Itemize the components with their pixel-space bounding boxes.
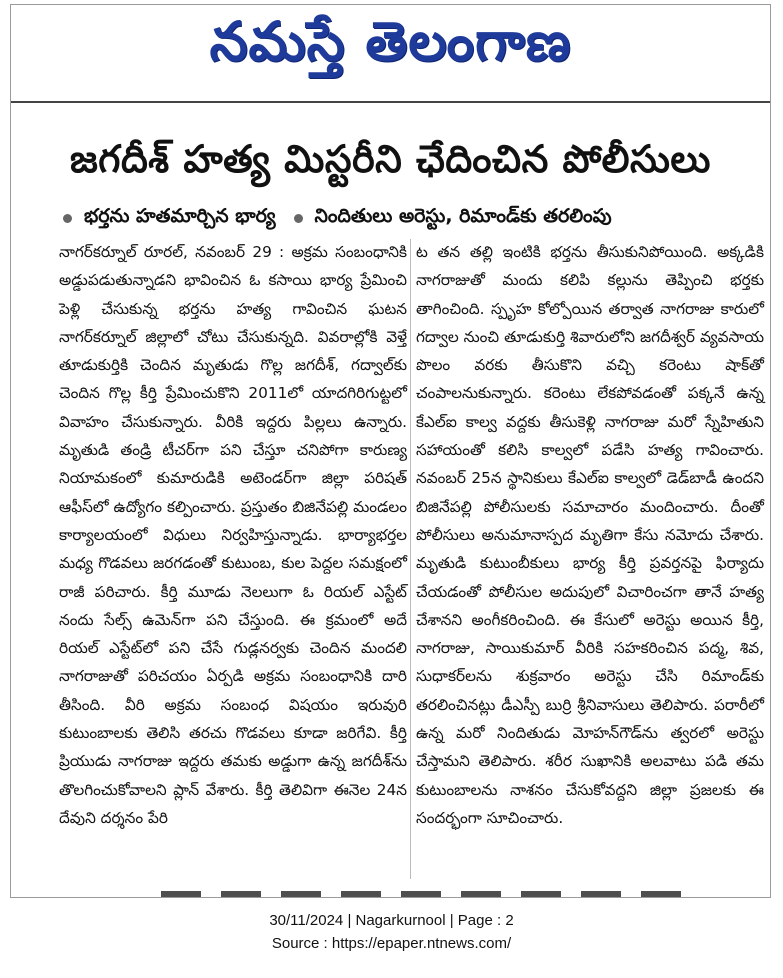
right-column-text: ట తన తల్లి ఇంటికి భర్తను తీసుకునిపోయింది. అక్కడికి నాగరాజుతో మందు కలిపి కల్లును తెప్పించి భర్తకు తాగించింది. స్పృహ కోల్పోయిన తర్వాత నాగరాజు కారులో గద్వాల నుంచి తూడుకుర్తి శివారులోని జగదీశ్వర్ వ్యవసాయ పొలం వరకు తీసుకొని వచ్చి కరెంటు షాక్‌తో చంపాలనుకున్నారు. కరెంటు లేకపోవడంతో పక్కనే ఉన్న కేఎల్ఐ కాల్వ వద్దకు తీసుకెళ్లి నాగరాజు మరో స్నేహితుని సహాయంతో కలిసి కాల్వలో పడేసి హత్య గావించారు. నవంబర్ 25న స్థానికులు కేఎల్ఐ కాల్వలో డెడ్‌బాడీ ఉందని బిజినేపల్లి పోలీసులకు సమాచారం మందించారు. దీంతో పోలీసులు అనుమానాస్పద మృతిగా కేసు నమోదు చేశారు. మృతుడి కుటుంబీకులు భార్య కీర్తి ప్రవర్తనపై ఫిర్యాదు చేయడంతో పోలీసుల అదుపులో విచారించగా తానే హత్య చేశానని అంగీకరించింది. ఈ కేసులో అరెస్టు అయిన కీర్తి, నాగరాజు, సాయికుమార్ వీరికి సహకరించిన పద్మ, శివ, సుధాకర్‌లను శుక్రవారం అరెస్టు చేసి రిమాండ్‌కు తరలించినట్లు డీఎస్పీ బుర్రి శ్రీనివాసులు తెలిపారు. పరారీలో ఉన్న మరో నిందితుడు మోహన్‌గౌడ్‌ను త్వరలో అరెస్టు చేస్తామని తెలిపారు. శరీర సుఖానికి అలవాటు పడి తమ కుటుంబాలను నాశనం చేసుకోవద్దని జిల్లా ప్రజలకు ఈ సందర్భంగా సూచించారు. bbox=[416, 243, 764, 827]
bullet-icon bbox=[294, 214, 303, 223]
article-subheads bbox=[63, 203, 763, 233]
masthead bbox=[11, 5, 770, 91]
subhead-1 bbox=[63, 205, 276, 232]
newspaper-clipping bbox=[10, 4, 771, 898]
subhead-1-text: భర్తను హతమార్చిన భార్య bbox=[84, 204, 276, 227]
masthead-divider bbox=[11, 101, 770, 103]
masthead-title: నమస్తే తెలంగాణ bbox=[209, 9, 572, 73]
headline-text: జగదీశ్ హత్య మిస్టరీని ఛేదించిన పోలీసులు bbox=[70, 137, 711, 181]
edition-line: 30/11/2024 | Nagarkurnool | Page : 2 bbox=[269, 912, 514, 929]
subhead-2 bbox=[294, 205, 612, 232]
article-column-right bbox=[416, 238, 764, 832]
next-article-cut-edge bbox=[161, 891, 701, 898]
bullet-icon bbox=[63, 214, 72, 223]
subhead-2-text: నిందితులు అరెస్టు, రిమాండ్‌కు తరలింపు bbox=[314, 204, 612, 227]
article-column-left bbox=[59, 238, 407, 832]
left-column-text: నాగర్‌కర్నూల్ రూరల్, నవంబర్ 29 : అక్రమ సంబంధానికి అడ్డుపడుతున్నాడని భావించిన ఓ కసాయి భార్య ప్రేమించి పెళ్లి చేసుకున్న భర్తను హత్య గావించిన ఘటన నాగర్‌కర్నూల్ జిల్లాలో చోటు చేసుకున్నది. వివరాల్లోకి వెళ్తే తూడుకుర్తికి చెందిన మృతుడు గొల్ల జగదీశ్, గద్వాల్‌కు చెందిన గొల్ల కీర్తి ప్రేమించుకొని 2011లో యాదగిరిగుట్టలో వివాహం చేసుకున్నారు. వీరికి ఇద్దరు పిల్లలు ఉన్నారు. మృతుడి తండ్రి టీచర్‌గా పని చేస్తూ చనిపోగా కారుణ్య నియామకంలో కుమారుడికి అటెండర్‌గా జిల్లా పరిషత్ ఆఫీస్‌లో ఉద్యోగం కల్పించారు. ప్రస్తుతం బిజినేపల్లి మండలం కార్యాలయంలో విధులు నిర్వహిస్తున్నాడు. భార్యాభర్తల మధ్య గొడవలు జరగడంతో కుటుంబ, కుల పెద్దల సమక్షంలో రాజీ పరిచారు. కీర్తి మూడు నెలలుగా ఓ రియల్ ఎస్టేట్ నందు సేల్స్ ఉమెన్‌గా పని చేస్తుంది. ఈ క్రమంలో అదే రియల్ ఎస్టేట్‌లో పని చేసే గుడ్లనర్వకు చెందిన మందలి నాగరాజుతో పరిచయం ఏర్పడి అక్రమ సంబంధానికి దారి తీసింది. వీరి అక్రమ సంబంధ విషయం ఇరువురి కుటుంబాలకు తెలిసి తరచు గొడవలు కూడా జరిగేవి. కీర్తి ప్రియుడు నాగరాజు ఇద్దరు తమకు అడ్డుగా ఉన్న జగదీశ్‌ను తొలగించుకోవాలని ప్లాన్ వేశారు. కీర్తి తెలివిగా ఈనెల 24న దేవుని దర్శనం పేరి bbox=[59, 243, 407, 827]
article-headline bbox=[11, 129, 770, 199]
column-divider bbox=[410, 239, 411, 879]
source-line: Source : https://epaper.ntnews.com/ bbox=[271, 935, 512, 952]
